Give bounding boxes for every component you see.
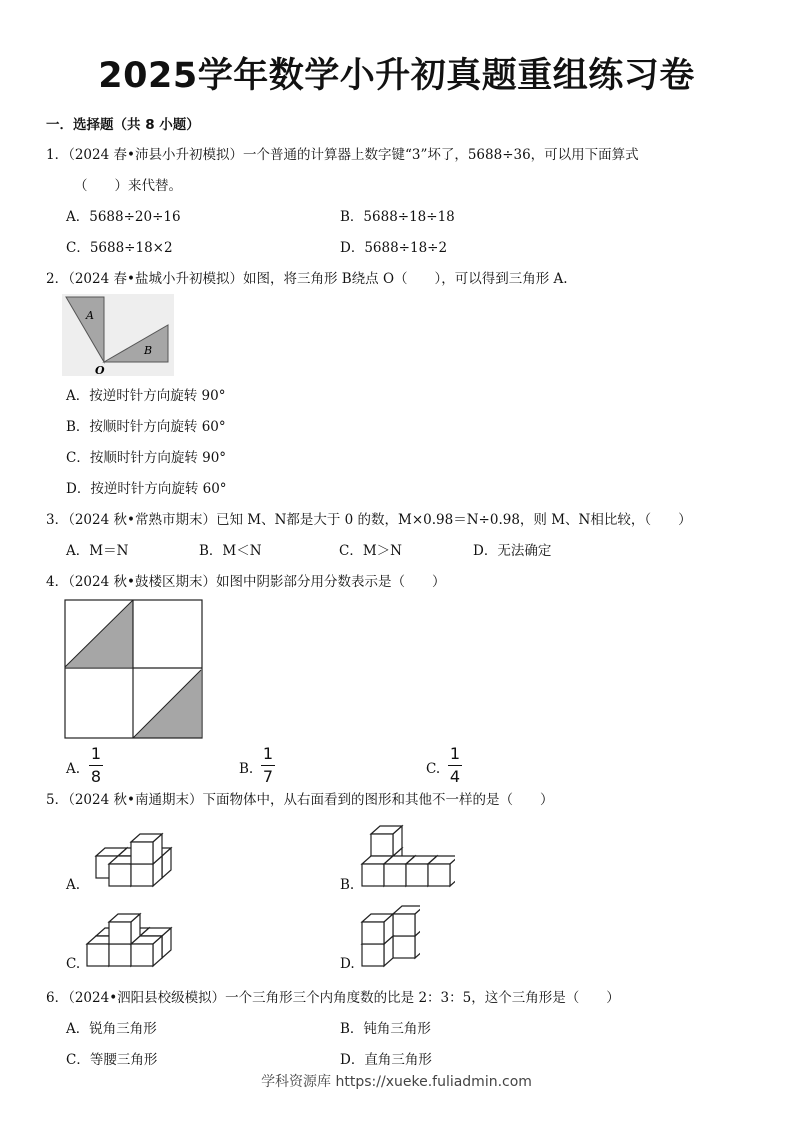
q6-option-b[interactable]: B．钝角三角形 bbox=[340, 1021, 431, 1037]
q6-option-d[interactable]: D．直角三角形 bbox=[340, 1052, 432, 1068]
q5-option-d-label[interactable]: D. bbox=[340, 956, 355, 972]
point-o-label: O bbox=[95, 364, 105, 376]
unit-cube bbox=[109, 914, 140, 944]
q3-option-d[interactable]: D．无法确定 bbox=[473, 543, 552, 559]
q3-option-a[interactable]: A．M＝N bbox=[66, 543, 129, 559]
q5-option-c-cubes[interactable] bbox=[85, 908, 175, 970]
q6-stem: 6．（2024•泗阳县校级模拟）一个三角形三个内角度数的比是 2：3：5，这个三角形是（ ） bbox=[46, 990, 620, 1006]
q1-option-d[interactable]: D．5688÷18÷2 bbox=[340, 240, 448, 256]
q3-option-c[interactable]: C．M＞N bbox=[339, 543, 402, 559]
q4-option-b-label[interactable]: B. bbox=[239, 761, 254, 777]
q3-stem: 3．（2024 秋•常熟市期末）已知 M、N都是大于 0 的数，M×0.98＝N÷0.98，则 M、N相比较，（ ） bbox=[46, 512, 692, 528]
q2-option-a[interactable]: A．按逆时针方向旋转 90° bbox=[66, 388, 226, 404]
q5-option-d-cubes[interactable] bbox=[360, 902, 420, 970]
denominator: 8 bbox=[90, 767, 102, 786]
triangle-b-label: B bbox=[144, 344, 153, 357]
q2-stem: 2．（2024 春•盐城小升初模拟）如图，将三角形 B绕点 O（ ），可以得到三角形 A. bbox=[46, 271, 568, 287]
numerator: 1 bbox=[262, 744, 274, 763]
q1-option-c[interactable]: C．5688÷18×2 bbox=[66, 240, 173, 256]
q6-option-c[interactable]: C．等腰三角形 bbox=[66, 1052, 158, 1068]
denominator: 7 bbox=[262, 767, 274, 786]
unit-cube bbox=[131, 834, 162, 864]
q5-option-c-label[interactable]: C. bbox=[66, 956, 81, 972]
q4-option-b-fraction[interactable] bbox=[261, 744, 275, 787]
triangle-a-label: A bbox=[86, 309, 94, 322]
q4-option-a-label[interactable]: A. bbox=[66, 761, 81, 777]
numerator: 1 bbox=[90, 744, 102, 763]
q5-option-a-cubes[interactable] bbox=[85, 816, 175, 888]
q2-option-c[interactable]: C．按顺时针方向旋转 90° bbox=[66, 450, 227, 466]
q6-option-a[interactable]: A．锐角三角形 bbox=[66, 1021, 157, 1037]
q1-option-a[interactable]: A．5688÷20÷16 bbox=[66, 209, 181, 225]
q2-option-b[interactable]: B．按顺时针方向旋转 60° bbox=[66, 419, 226, 435]
unit-cube bbox=[371, 826, 402, 856]
q5-stem: 5．（2024 秋•南通期末）下面物体中，从右面看到的图形和其他不一样的是（ ） bbox=[46, 792, 554, 808]
denominator: 4 bbox=[449, 767, 461, 786]
numerator: 1 bbox=[449, 744, 461, 763]
q2-option-d[interactable]: D．按逆时针方向旋转 60° bbox=[66, 481, 227, 497]
unit-cube bbox=[393, 906, 420, 936]
q1-stem-cont: （ ）来代替。 bbox=[74, 178, 182, 194]
q5-option-b-label[interactable]: B. bbox=[340, 877, 355, 893]
q4-stem: 4．（2024 秋•鼓楼区期末）如图中阴影部分用分数表示是（ ） bbox=[46, 574, 446, 590]
q3-option-b[interactable]: B．M＜N bbox=[199, 543, 262, 559]
q4-option-c-fraction[interactable] bbox=[448, 744, 462, 787]
rotation-figure bbox=[62, 294, 174, 376]
page-title: 2025学年数学小升初真题重组练习卷 bbox=[98, 56, 695, 96]
q4-option-a-fraction[interactable] bbox=[89, 744, 103, 787]
unit-cube bbox=[362, 914, 393, 944]
q5-option-b-cubes[interactable] bbox=[360, 816, 455, 888]
unit-cube bbox=[428, 856, 455, 886]
section-heading: 一．选择题（共 8 小题） bbox=[46, 117, 200, 133]
q1-stem: 1．（2024 春•沛县小升初模拟）一个普通的计算器上数字键“3”坏了，5688÷36，可以用下面算式 bbox=[46, 147, 639, 163]
q4-option-c-label[interactable]: C. bbox=[426, 761, 441, 777]
q1-option-b[interactable]: B．5688÷18÷18 bbox=[340, 209, 455, 225]
footer-watermark: 学科资源库 https://xueke.fuliadmin.com bbox=[261, 1074, 532, 1090]
q5-option-a-label[interactable]: A. bbox=[66, 877, 81, 893]
square-shading-figure bbox=[64, 599, 204, 740]
